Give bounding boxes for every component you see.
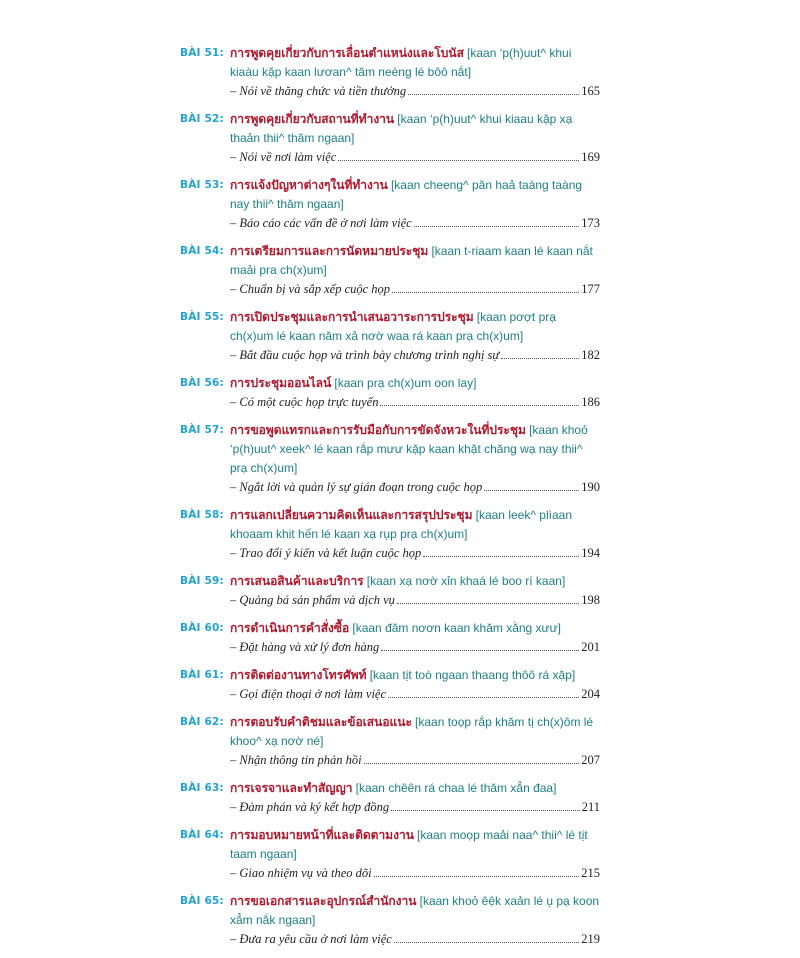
lesson-number: BÀI 58: [180, 509, 224, 521]
entry-body [230, 374, 600, 412]
entry-body [230, 619, 600, 657]
toc-entry-57 [180, 421, 600, 497]
thai-title: การเสนอสินค้าและบริการ [230, 574, 364, 588]
entry-last-line [230, 214, 600, 233]
toc-entry-60 [180, 619, 600, 657]
romanization: [kaan đăm nơơn kaan khăm xằng xưư] [352, 621, 561, 635]
vietnamese-title: – Trao đổi ý kiến và kết luận cuộc họp [230, 546, 422, 560]
page-number: 165 [581, 84, 600, 98]
entry-body [230, 110, 600, 167]
vietnamese-title: – Chuẩn bị và sắp xếp cuộc họp [230, 282, 391, 296]
dot-leader [394, 942, 579, 943]
page-number: 169 [581, 150, 600, 164]
vietnamese-title: – Đặt hàng và xử lý đơn hàng [230, 640, 380, 654]
vietnamese-title: – Nói về thăng chức và tiền thưởng [230, 84, 407, 98]
thai-title: การขอเอกสารและอุปกรณ์สำนักงาน [230, 894, 417, 908]
toc-entry-59 [180, 572, 600, 610]
toc-entry-61 [180, 666, 600, 704]
entry-body [230, 506, 600, 563]
page-number: 177 [581, 282, 600, 296]
thai-title: การเปิดประชุมและการนำเสนอวาระการประชุม [230, 310, 474, 324]
entry-last-line [230, 82, 600, 101]
entry-body [230, 666, 600, 704]
page-number: 219 [581, 932, 600, 946]
dot-leader [408, 94, 579, 95]
entry-last-line [230, 864, 600, 883]
lesson-number: BÀI 65: [180, 895, 224, 907]
romanization: [kaan t-riaam kaan lé kaan nắt maải pra ch(x)um] [230, 244, 593, 277]
lesson-number: BÀI 60: [180, 622, 224, 634]
romanization: [kaan moọp maải naa^ thii^ lé tịt taam ngaan] [230, 828, 588, 861]
lesson-number: BÀI 59: [180, 575, 224, 587]
entry-body [230, 44, 600, 101]
vietnamese-title: – Quảng bá sản phẩm và dịch vụ [230, 593, 395, 607]
thai-title: การมอบหมายหน้าที่และติดตามงาน [230, 828, 414, 842]
thai-title: การแจ้งปัญหาต่างๆในที่ทำงาน [230, 178, 388, 192]
romanization: [kaan chêên rá chaa lé thăm xẳn đaa] [355, 781, 557, 795]
entry-last-line [230, 638, 600, 657]
toc-entry-63 [180, 779, 600, 817]
page-number: 198 [581, 593, 600, 607]
dot-leader [381, 650, 579, 651]
romanization: [kaan prạ ch(x)um oon lay] [334, 376, 477, 390]
vietnamese-title: – Nhận thông tin phản hồi [230, 753, 362, 767]
thai-title: การตอบรับคำติชมและข้อเสนอแนะ [230, 715, 412, 729]
toc-entry-65 [180, 892, 600, 949]
dot-leader [391, 810, 580, 811]
vietnamese-title: – Bắt đầu cuộc họp và trình bày chương trình nghị sự [230, 348, 500, 362]
toc-entry-56 [180, 374, 600, 412]
dot-leader [364, 763, 580, 764]
dot-leader [338, 160, 579, 161]
toc-entry-53 [180, 176, 600, 233]
dot-leader [484, 490, 579, 491]
dot-leader [388, 697, 579, 698]
entry-last-line [230, 478, 600, 497]
dot-leader [374, 876, 580, 877]
dot-leader [423, 556, 579, 557]
entry-last-line [230, 591, 600, 610]
romanization: [kaan leek^ plìaan khoaam khit hến lé kaan xạ rụp prạ ch(x)um] [230, 508, 572, 541]
entry-last-line [230, 685, 600, 704]
entry-body [230, 713, 600, 770]
dot-leader [380, 405, 579, 406]
entry-last-line [230, 280, 600, 299]
toc-entry-58 [180, 506, 600, 563]
thai-title: การดำเนินการคำสั่งซื้อ [230, 621, 350, 635]
vietnamese-title: – Giao nhiệm vụ và theo dõi [230, 866, 372, 880]
vietnamese-title: – Ngắt lời và quản lý sự gián đoạn trong cuộc họp [230, 480, 483, 494]
lesson-number: BÀI 61: [180, 669, 224, 681]
page-number: 215 [581, 866, 600, 880]
lesson-number: BÀI 55: [180, 311, 224, 323]
thai-title: การพูดคุยเกี่ยวกับสถานที่ทำงาน [230, 112, 395, 126]
page-number: 201 [581, 640, 600, 654]
entry-last-line [230, 930, 600, 949]
page-number: 211 [581, 800, 600, 814]
lesson-number: BÀI 56: [180, 377, 224, 389]
vietnamese-title: – Nói về nơi làm việc [230, 150, 337, 164]
lesson-number: BÀI 54: [180, 245, 224, 257]
dot-leader [501, 358, 579, 359]
vietnamese-title: – Báo cáo các vấn đề ở nơi làm việc [230, 216, 412, 230]
thai-title: การพูดคุยเกี่ยวกับการเลื่อนตำแหน่งและโบนัส [230, 46, 464, 60]
entry-body [230, 242, 600, 299]
thai-title: การติดต่องานทางโทรศัพท์ [230, 668, 367, 682]
entry-body [230, 308, 600, 365]
romanization: [kaan toọp rắp khăm tị ch(x)ôm lé khoo^ xạ nơờ né] [230, 715, 594, 748]
page-number: 182 [581, 348, 600, 362]
romanization: [kaan pơợt prạ ch(x)um lé kaan năm xả nơờ waa rá kaan prạ ch(x)um] [230, 310, 556, 343]
dot-leader [392, 292, 579, 293]
thai-title: การเตรียมการและการนัดหมายประชุม [230, 244, 429, 258]
romanization: [kaan xạ nơờ xỉn khaá lé boo rí kaan] [366, 574, 566, 588]
vietnamese-title: – Đàm phán và ký kết hợp đồng [230, 800, 390, 814]
lesson-number: BÀI 62: [180, 716, 224, 728]
entry-last-line [230, 346, 600, 365]
romanization: [kaan tịt toò ngaan thaang thôô rá xặp] [369, 668, 576, 682]
romanization: [kaan ‘p(h)uut^ khui kiaau kặp xạ thaản thii^ thăm ngaan] [230, 112, 573, 145]
romanization: [kaan cheeng^ păn haả taàng taàng nay thii^ thăm ngaan] [230, 178, 583, 211]
lesson-number: BÀI 53: [180, 179, 224, 191]
toc-entry-54 [180, 242, 600, 299]
entry-body [230, 176, 600, 233]
romanization: [kaan ‘p(h)uut^ khui kiaàu kặp kaan lươan^ tăm neèng lé bôô nắt] [230, 46, 572, 79]
vietnamese-title: – Có một cuộc họp trực tuyến [230, 395, 379, 409]
thai-title: การขอพูดแทรกและการรับมือกับการขัดจังหวะในที่ประชุม [230, 423, 526, 437]
page-number: 186 [581, 395, 600, 409]
entry-last-line [230, 751, 600, 770]
entry-last-line [230, 393, 600, 412]
toc-entry-62 [180, 713, 600, 770]
romanization: [kaan khoỏ ‘p(h)uut^ xeek^ lé kaan rắp mưư kặp kaan khặt chăng wạ nay thii^ prạ ch(x)um] [230, 423, 588, 475]
dot-leader [397, 603, 579, 604]
vietnamese-title: – Đưa ra yêu cầu ở nơi làm việc [230, 932, 392, 946]
entry-body [230, 826, 600, 883]
toc-entry-51 [180, 44, 600, 101]
page-number: 190 [581, 480, 600, 494]
toc-entry-55 [180, 308, 600, 365]
entry-last-line [230, 544, 600, 563]
lesson-number: BÀI 57: [180, 424, 224, 436]
romanization: [kaan khoỏ êệk xaản lé ụ pạ koon xẳm nắk ngaan] [230, 894, 600, 927]
entry-body [230, 892, 600, 949]
lesson-number: BÀI 63: [180, 782, 224, 794]
page-number: 194 [581, 546, 600, 560]
lesson-number: BÀI 52: [180, 113, 224, 125]
lesson-number: BÀI 64: [180, 829, 224, 841]
page-number: 173 [581, 216, 600, 230]
thai-title: การแลกเปลี่ยนความคิดเห็นและการสรุปประชุม [230, 508, 473, 522]
page-number: 207 [581, 753, 600, 767]
entry-last-line [230, 798, 600, 817]
toc-entry-52 [180, 110, 600, 167]
thai-title: การเจรจาและทำสัญญา [230, 781, 353, 795]
entry-body [230, 572, 600, 610]
page-number: 204 [581, 687, 600, 701]
entry-last-line [230, 148, 600, 167]
entry-body [230, 779, 600, 817]
dot-leader [414, 226, 580, 227]
table-of-contents [180, 44, 600, 958]
lesson-number: BÀI 51: [180, 47, 224, 59]
toc-entry-64 [180, 826, 600, 883]
entry-body [230, 421, 600, 497]
thai-title: การประชุมออนไลน์ [230, 376, 332, 390]
vietnamese-title: – Gọi điện thoại ở nơi làm việc [230, 687, 387, 701]
